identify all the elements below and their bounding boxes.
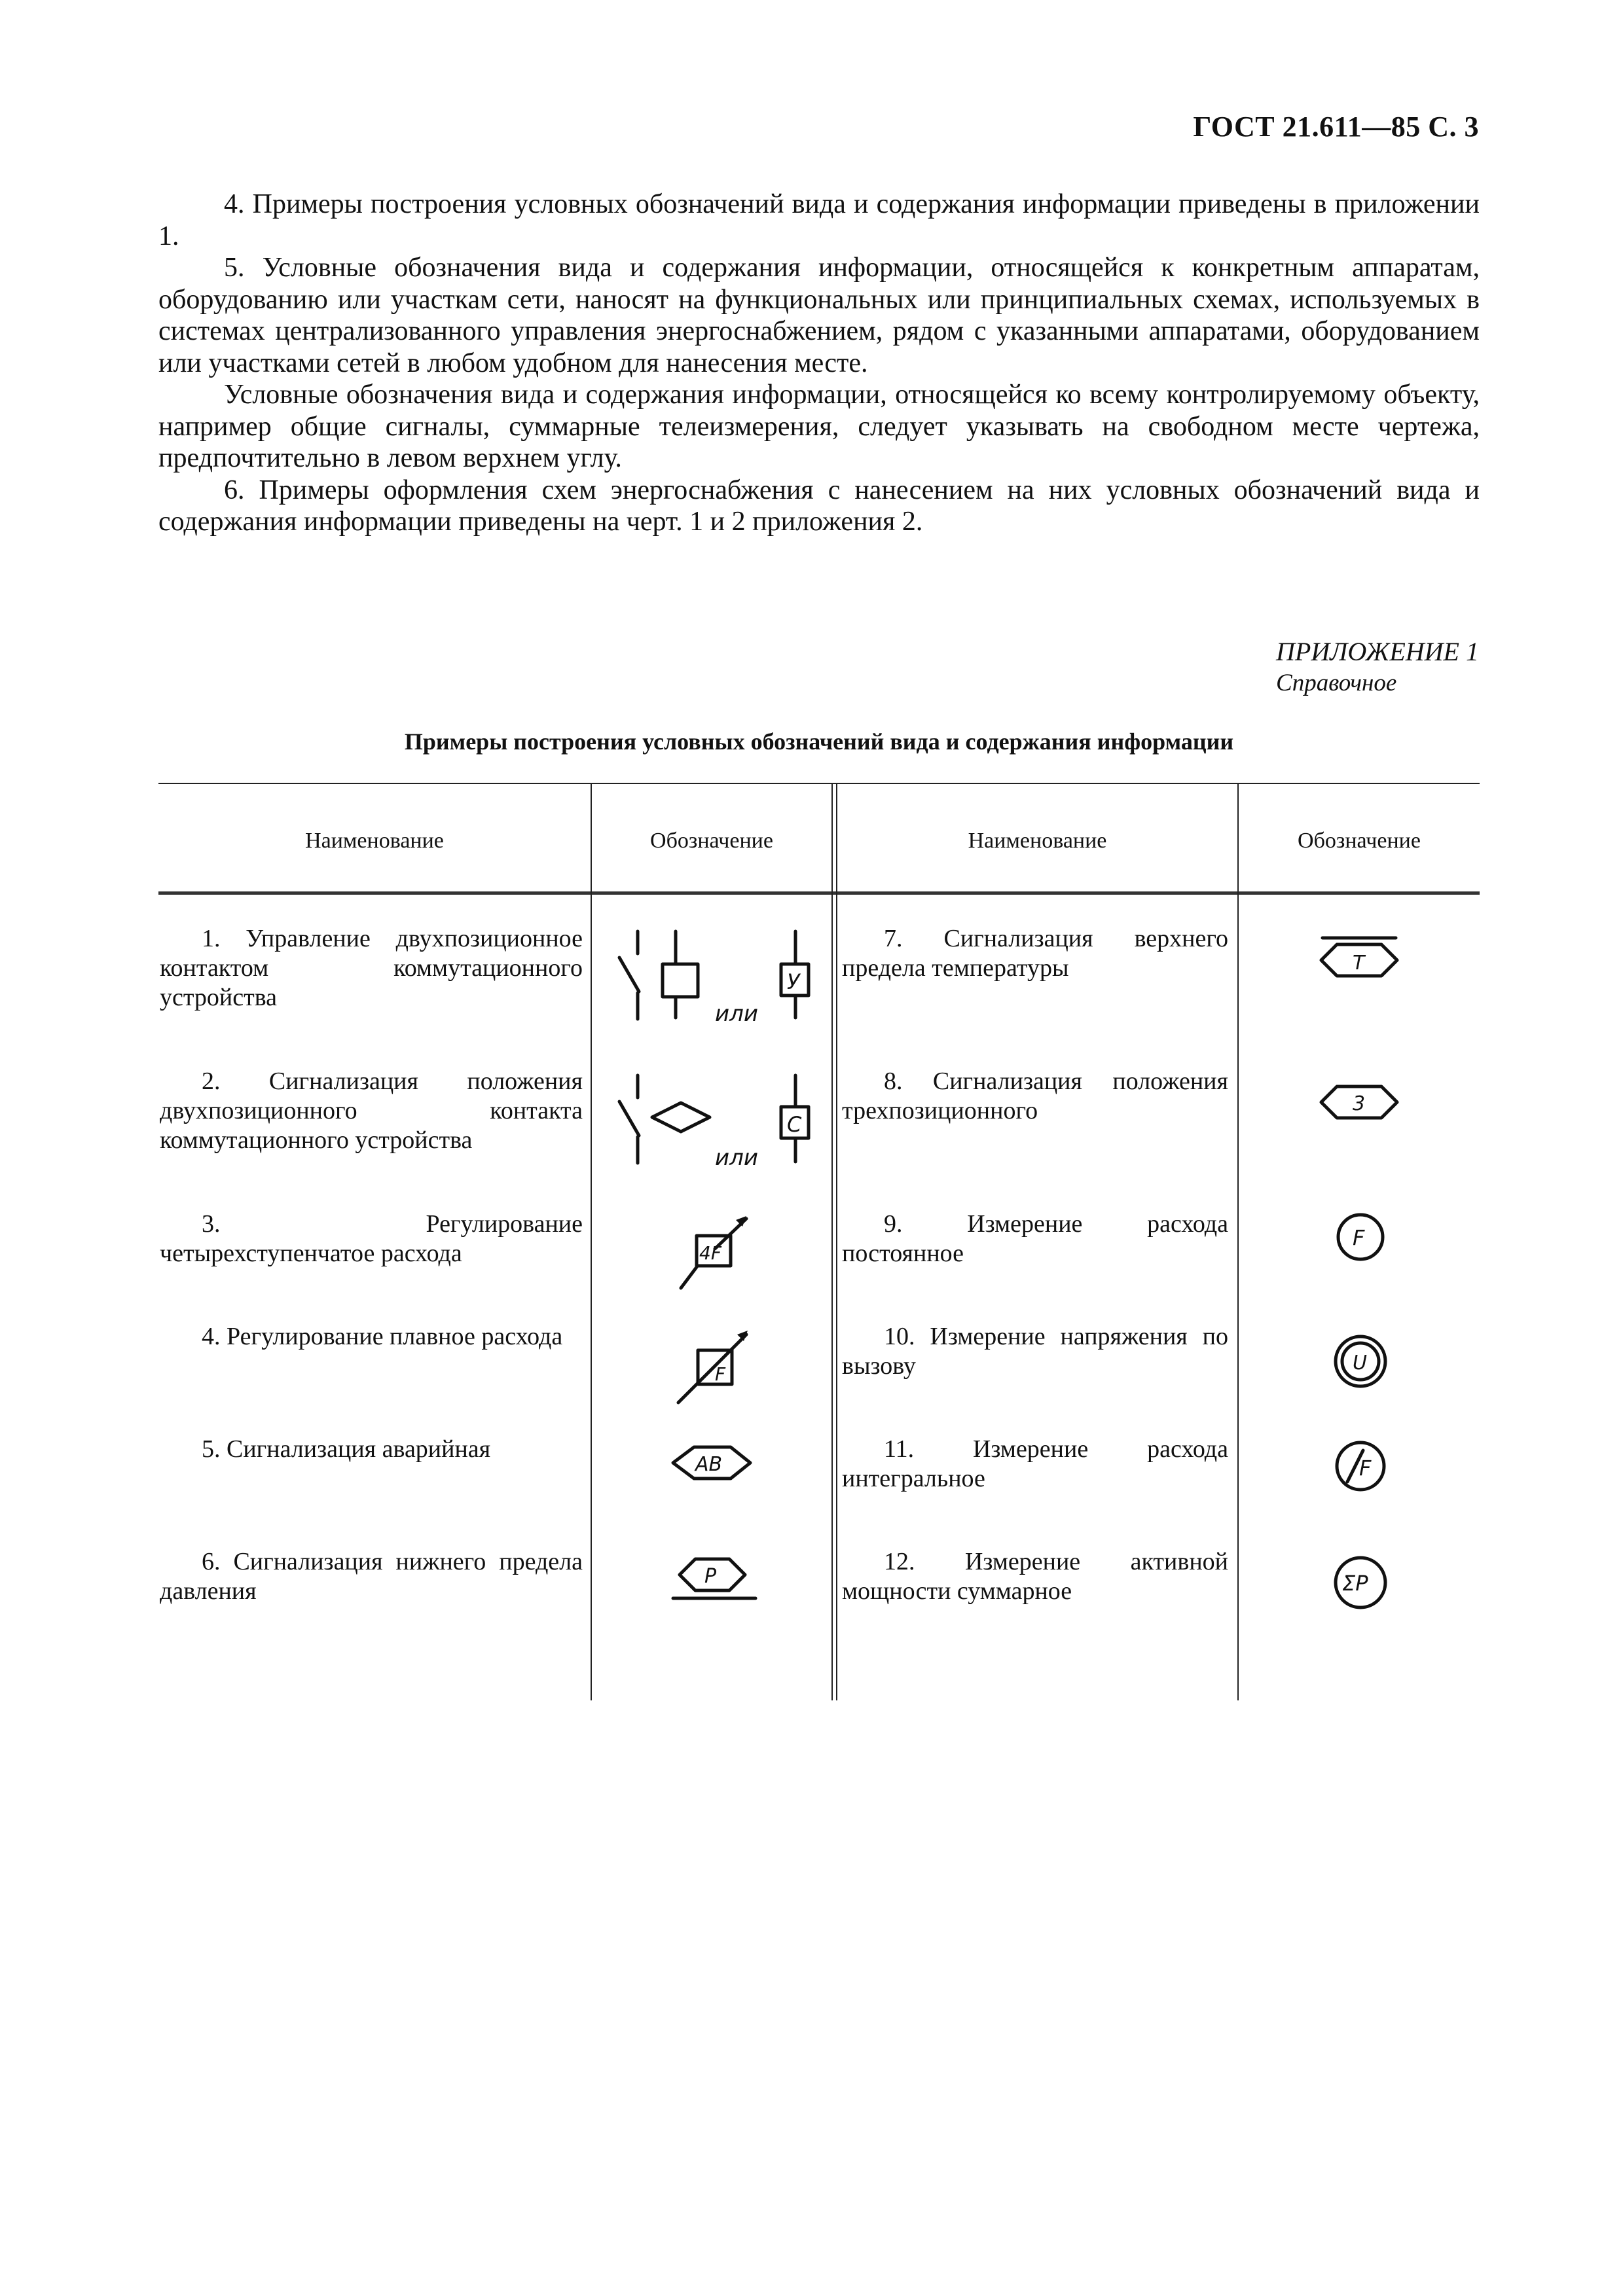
appendix-label xyxy=(1276,636,1479,699)
row-name: 9. Измерение расхода постоянное xyxy=(842,1210,1228,1267)
row-name: 5. Сигнализация аварийная xyxy=(202,1435,491,1463)
svg-text:U: U xyxy=(1353,1352,1367,1374)
row-name: 1. Управление двухпозиционное контактом коммутационного устройства xyxy=(160,925,583,1011)
svg-text:3: 3 xyxy=(1353,1092,1366,1115)
two-position-control-symbol xyxy=(615,926,812,1031)
paragraph: 5. Условные обозначения вида и содержания информации, относящейся к конкретным аппаратам, оборудованию или участкам сети, наносят на функциональных или принципиальных схемах, используемых в системах централизованного управления энергоснабжением, рядом с указанными аппаратами, оборудованием или участками сетей в любом удобном для нанесения месте. xyxy=(158,253,1480,378)
row-name: 3. Регулирование четырехступенчатое расхода xyxy=(160,1210,583,1267)
column-divider xyxy=(591,783,592,1700)
page-header: ГОСТ 21.611—85 С. 3 xyxy=(1193,111,1479,143)
column-divider xyxy=(836,783,837,1700)
row-name: 8. Сигнализация положения трехпозиционного xyxy=(842,1067,1228,1124)
appendix-title: ПРИЛОЖЕНИЕ 1 xyxy=(1276,637,1479,666)
svg-text:С: С xyxy=(787,1112,802,1137)
stepped-regulation-symbol xyxy=(674,1211,753,1296)
alarm-signal-symbol xyxy=(666,1437,758,1489)
svg-text:F: F xyxy=(715,1363,726,1385)
svg-text:У: У xyxy=(787,969,800,994)
svg-text:или: или xyxy=(715,1001,758,1027)
table-header-rule xyxy=(158,891,1480,895)
svg-text:4F: 4F xyxy=(699,1242,721,1264)
body-text xyxy=(158,188,1480,538)
integral-measurement-symbol xyxy=(1328,1433,1393,1499)
paragraph: Условные обозначения вида и содержания информации, относящейся ко всему контролируемому объекту, например общие сигналы, суммарные телеизмерения, следует указывать на свободном месте чертежа, предпочтительно в левом верхнем углу. xyxy=(158,380,1480,473)
table-title: Примеры построения условных обозначений вида и содержания информации xyxy=(404,728,1234,755)
svg-text:или: или xyxy=(715,1145,758,1171)
svg-text:F: F xyxy=(1359,1456,1372,1480)
paragraph: 6. Примеры оформления схем энергоснабжения с нанесением на них условных обозначений вида и содержания информации приведены на черт. 1 и 2 приложения 2. xyxy=(158,475,1480,537)
column-header: Обозначение xyxy=(650,829,773,853)
constant-measurement-symbol xyxy=(1328,1204,1393,1270)
column-divider xyxy=(1237,783,1239,1700)
appendix-subtitle: Справочное xyxy=(1276,670,1397,696)
summary-measurement-symbol xyxy=(1325,1551,1397,1617)
svg-text:ΣР: ΣР xyxy=(1342,1571,1368,1596)
upper-limit-signal-symbol xyxy=(1311,926,1409,992)
row-name: 4. Регулирование плавное расхода xyxy=(202,1323,563,1350)
paragraph: 4. Примеры построения условных обозначений вида и содержания информации приведены в приложении 1. xyxy=(158,189,1480,251)
column-header: Наименование xyxy=(305,829,444,853)
table-top-rule xyxy=(158,783,1480,784)
svg-text:АВ: АВ xyxy=(695,1453,723,1476)
row-name: 12. Измерение активной мощности суммарное xyxy=(842,1548,1228,1605)
column-header: Обозначение xyxy=(1298,829,1421,853)
svg-text:F: F xyxy=(1353,1225,1365,1250)
two-position-signal-symbol xyxy=(615,1070,812,1175)
on-call-measurement-symbol xyxy=(1328,1329,1393,1394)
svg-text:Т: Т xyxy=(1353,952,1365,975)
row-name: 11. Измерение расхода интегральное xyxy=(842,1435,1228,1492)
lower-limit-signal-symbol xyxy=(666,1547,765,1613)
row-name: 10. Измерение напряжения по вызову xyxy=(842,1323,1228,1380)
row-name: 6. Сигнализация нижнего предела давления xyxy=(160,1548,583,1605)
smooth-regulation-symbol xyxy=(674,1325,753,1410)
column-divider xyxy=(831,783,833,1700)
three-position-signal-symbol xyxy=(1311,1073,1409,1132)
row-name: 7. Сигнализация верхнего предела температуры xyxy=(842,925,1228,982)
row-name: 2. Сигнализация положения двухпозиционного контакта коммутационного устройства xyxy=(160,1067,583,1154)
svg-text:Р: Р xyxy=(704,1565,717,1588)
column-header: Наименование xyxy=(968,829,1107,853)
